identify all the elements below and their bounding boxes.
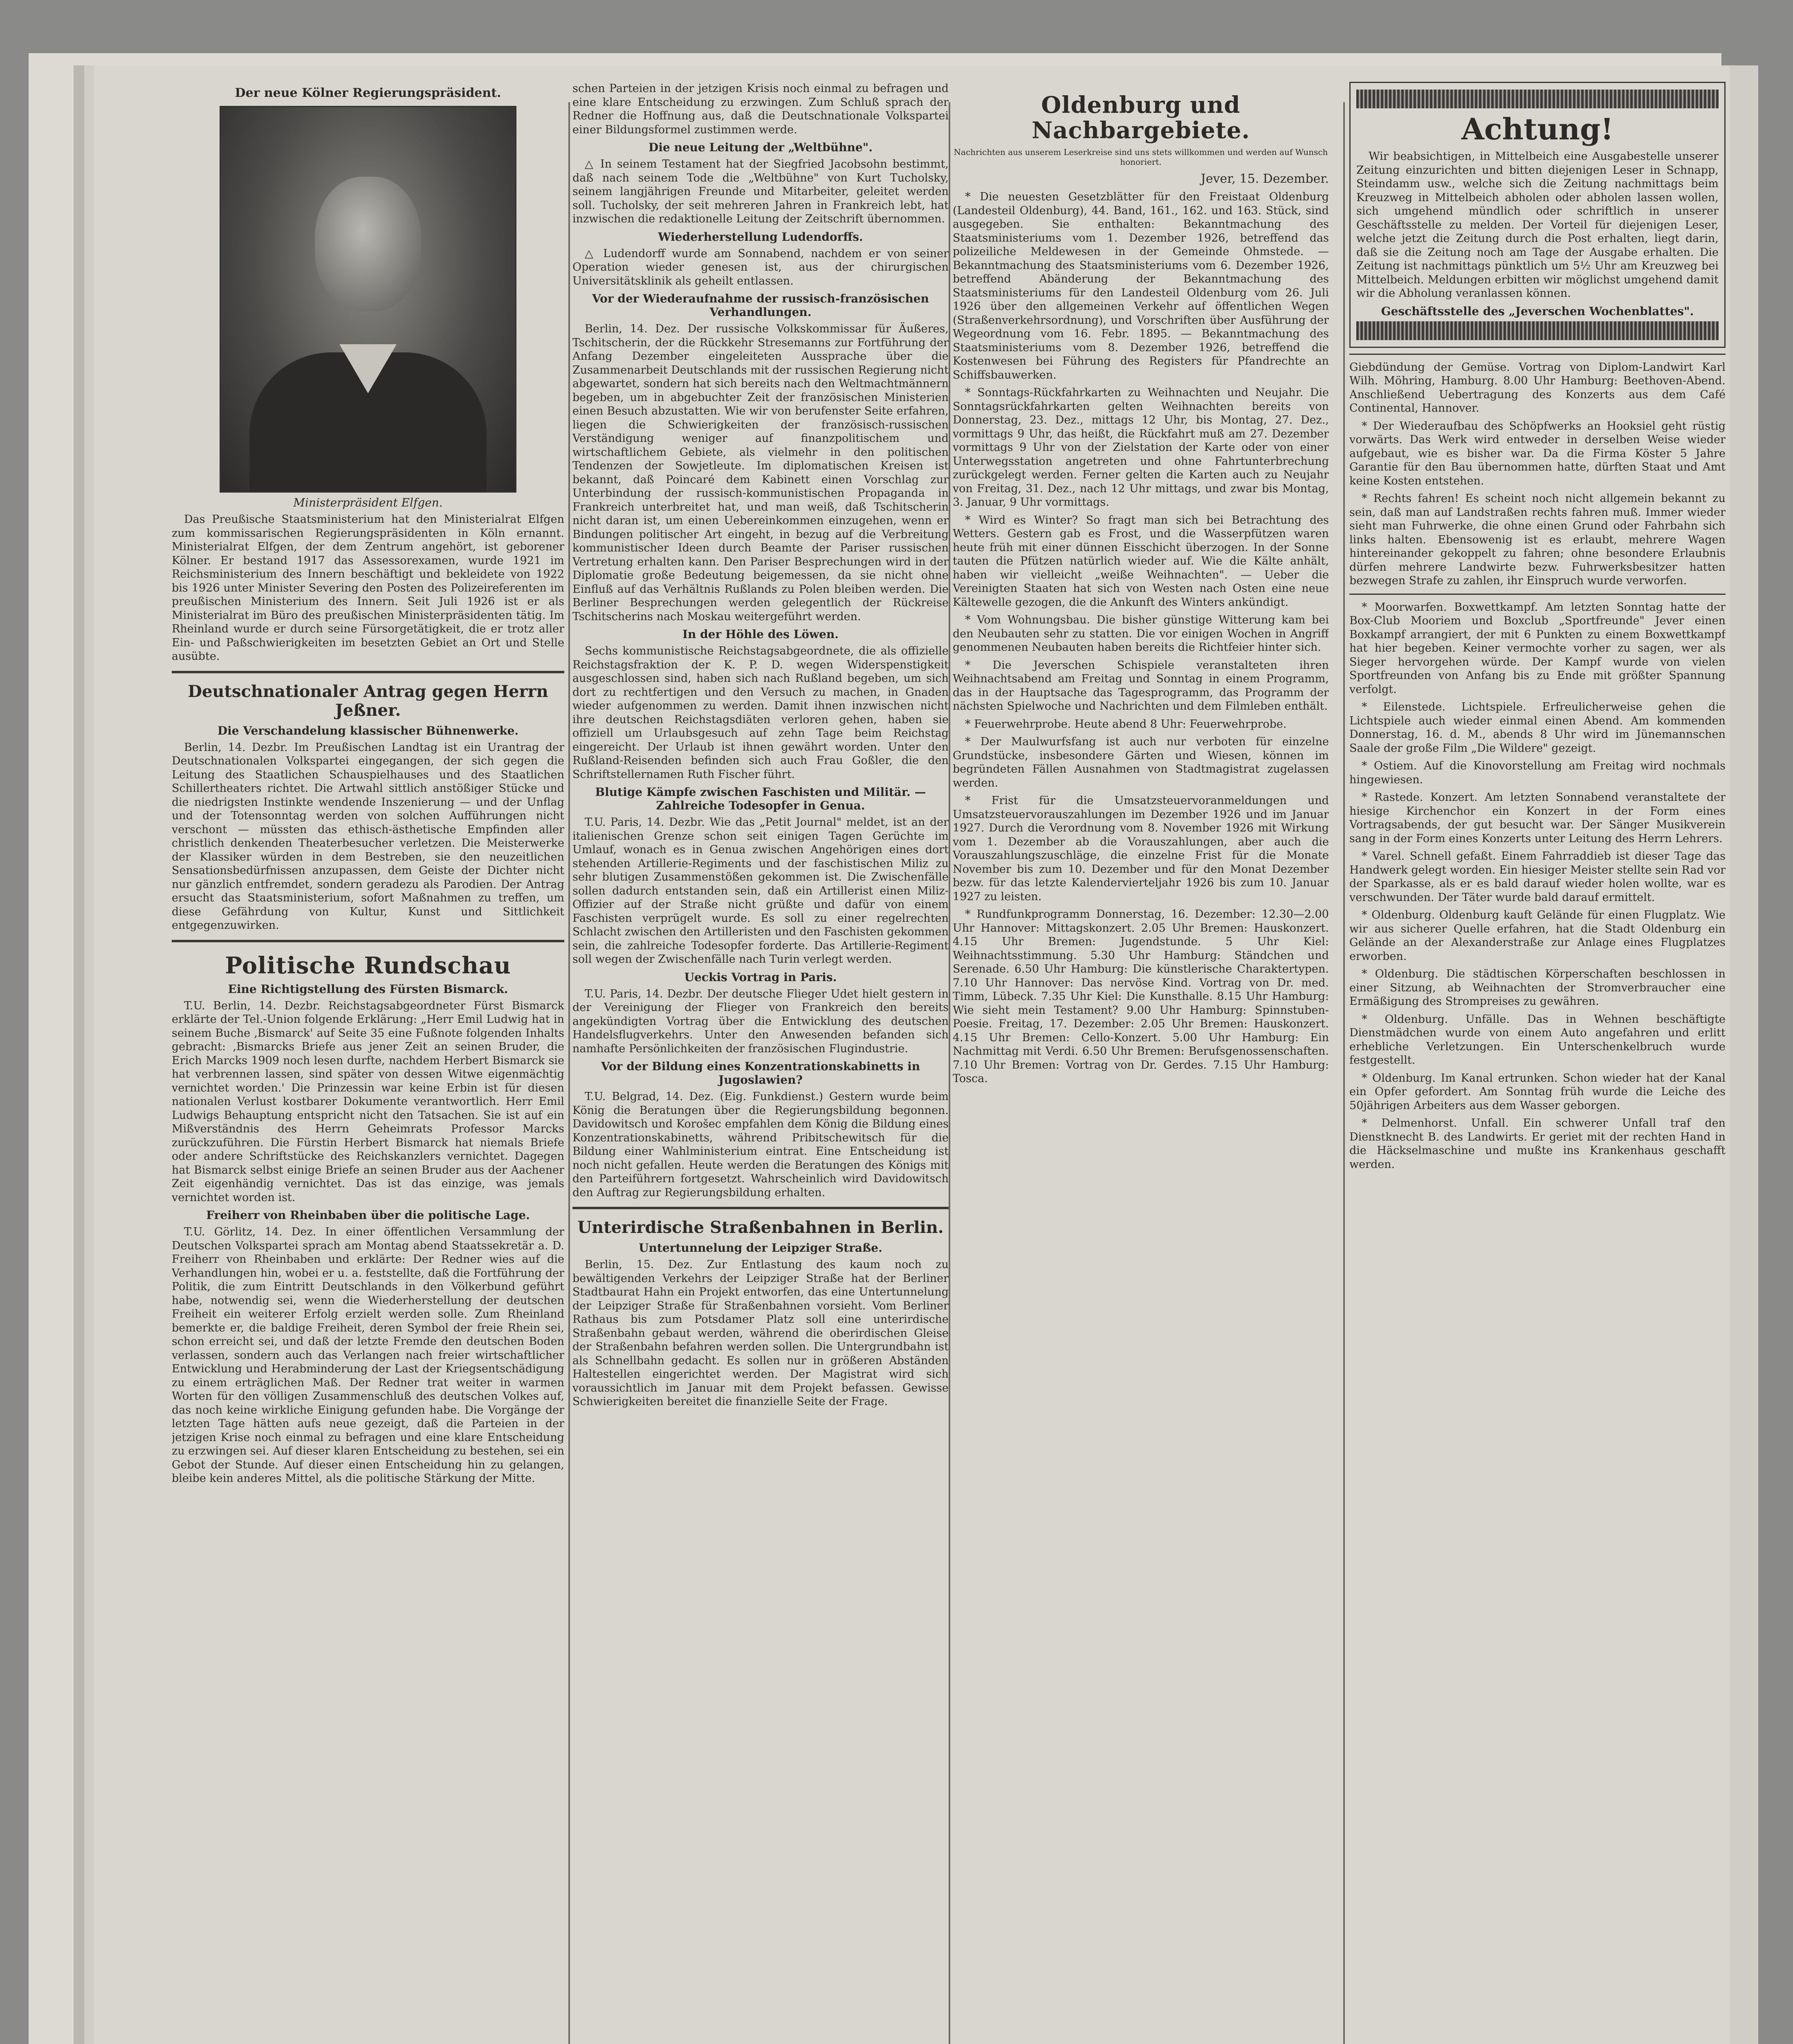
ostiem-article: * Ostiem. Auf die Kinovorstellung am Freitag wird nochmals hingewiesen. [1349,760,1726,786]
weltbuehne-article: △ In seinem Testament hat der Siegfried Jacobsohn bestimmt, daß nach seinem Tode die „Weltbühne" von Kurt Tucholsky, seinem langjährigen Freunde und Mitarbeiter, geleitet werden soll. Tucholsky, der seit mehreren Jahren in Frankreich lebt, hat inzwischen die redaktionelle Leitung der Zeitschrift übernommen. [572,158,949,225]
decorative-bar [1356,321,1719,340]
divider [172,940,564,942]
decorative-bar [1356,90,1719,108]
hooksiel-article: * Der Wiederaufbau des Schöpfwerks an Hooksiel geht rüstig vorwärts. Das Werk wird entweder in derselben Weise wieder aufgebaut, wie es bisher war. Da die Firma Köster 5 Jahre Garantie für den Bau übernommen hatte, dürften Staat und Amt keine Kosten entstehen. [1349,419,1726,487]
bismarck-subheadline: Eine Richtigstellung des Fürsten Bismarck. [228,982,508,996]
vortrag-article: Giebdündung der Gemüse. Vortrag von Diplom-Landwirt Karl Wilh. Möhring, Hamburg. 8.00 Uhr Hamburg: Beethoven-Abend. Anschließend Uebertragung des Konzerts aus dem Café Continental, Hannover. [1349,361,1726,415]
achtung-signature: Geschäftsstelle des „Jeverschen Wochenblattes". [1381,304,1694,318]
ubahn-headline: Unterirdische Straßenbahnen in Berlin. [577,1218,944,1237]
rundfunk-article: * Rundfunkprogramm Donnerstag, 16. Dezember: 12.30—2.00 Uhr Hannover: Mittagskonzert. 2.05 Uhr Bremen: Hauskonzert. 4.15 Uhr Bremen: Jugendstunde. 5 Uhr Kiel: Weihnachtsstimmung. 5.30 Uhr Hamburg: Ständchen und Serenade. 6.50 Uhr Hamburg: Die künstlerische Charaktertypen. 7.10 Uhr Hannover: Das nervöse Kind. Vortrag von Dr. med. Timm, Lübeck. 7.35 Uhr Kiel: Die Kunsthalle. 8.15 Uhr Hamburg: Wie sieht mein Testament? 9.00 Uhr Hamburg: Spinnstuben-Poesie. Freitag, 17. Dezember: 2.05 Uhr Bremen: Hauskonzert. 4.15 Uhr Bremen: Cello-Konzert. 5.00 Uhr Hamburg: Ein Nachmittag mit Verdi. 6.50 Uhr Bremen: Berufsgenossenschaften. 7.10 Uhr Bremen: Vortrag von Dr. Gerdes. 7.15 Uhr Hamburg: Tosca. [953,908,1329,1085]
paris-vortrag-article: T.U. Paris, 14. Dezbr. Der deutsche Flieger Udet hielt gestern in der Vereinigung der Flieger von Frankreich den bereits angekündigten Vortrag über die Entwicklung des deutschen Handelsflugverkehrs. Unter den Anwesenden befanden sich namhafte Persönlichkeiten der französischen Flugindustrie. [572,987,949,1055]
antrag-headline: Deutschnationaler Antrag gegen Herrn Jeßner. [188,681,548,720]
rechts-fahren-article: * Rechts fahren! Es scheint noch nicht allgemein bekannt zu sein, daß man auf Landstraßen rechts fahren muß. Immer wieder sieht man Fuhrwerke, die ohne einen Grund oder Fahrbahn sich links halten. Ebensowenig ist es erlaubt, mehrere Wagen hintereinander gekoppelt zu fahren; ohne besondere Erlaubnis dürfen mehrere Landwirte bezw. Fuhrwerksbesitzer hatten bezwegen Strafe zu zahlen, ihr Einspruch wurde verworfen. [1349,492,1726,587]
antrag-article: Berlin, 14. Dezbr. Im Preußischen Landtag ist ein Urantrag der Deutschnationalen Volkspartei eingegangen, der sich gegen die Leitung des Staatlichen Schauspielhauses und des Staatlichen Schillertheaters richtet. Die Artwahl sittlich anstößiger Stücke und die niedrigsten Instinkte wendende Inszenierung — und der Unflag und der Totensonntag werden von solchen Aufführungen nicht verschont — müssten das ethisch-ästhetische Empfinden aller christlich denkenden Theaterbesucher verletzen. Die Meisterwerke der Klassiker würden in dem Bestreben, sie den neuzeitlichen Sensationsbedürfnissen anzupassen, dem Geiste der Dichter nicht nur gänzlich entfremdet, sondern geradezu als Parodien. Der Antrag ersucht das Staatsministerium, sofort Maßnahmen zu treffen, um diese Gefährdung von Kultur, Kunst und Sittlichkeit entgegenzuwirken. [172,741,564,932]
oldenburg-note: Nachrichten aus unserem Leserkreise sind uns stets willkommen und werden auf Wunsch honoriert. [954,147,1328,167]
kanal-article: * Oldenburg. Im Kanal ertrunken. Schon wieder hat der Kanal ein Opfer gefordert. Am Sonntag früh wurde die Leiche des 50jährigen Arbeiters aus dem Wasser geborgen. [1349,1071,1726,1112]
umsatzsteuer-article: * Frist für die Umsatzsteuervoranmeldungen und Umsatzsteuervorauszahlungen im Dezember 1926 und im Januar 1927. Durch die Verordnung vom 8. November 1926 mit Wirkung vom 1. Dezember ab die Vorauszahlungen, aber auch die Vorauszahlungszuschläge, die einzelne Frist für die Monate November bis zum 10. Dezember und für den Monat Dezember bezw. für das letzte Kalendervierteljahr 1926 bis zum 10. Januar 1927 zu leisten. [953,794,1329,903]
winter-article: * Wird es Winter? So fragt man sich bei Betrachtung des Wetters. Gestern gab es Frost, und die Wasserpfützen waren heute früh mit einer dünnen Eisschicht überzogen. In der Sonne tauten die Pfützen natürlich wieder auf. Wie die Kälte anhält, haben wir vielleicht „weiße Weihnachten". — Ueber die Vereinigten Staaten hat sich von Westen nach Osten eine neue Kältewelle gezogen, die die Ankunft des Winters ankündigt. [953,513,1329,609]
rheinbaben-article: T.U. Görlitz, 14. Dez. In einer öffentlichen Versammlung der Deutschen Volkspartei sprach am Montag abend Staatssekretär a. D. Freiherr von Rheinbaben und erklärte: Der Redner wies auf die Verhandlungen hin, wobei er u. a. feststellte, daß die Fortführung der Politik, die zum Eintritt Deutschlands in den Völkerbund geführt habe, notwendig sei, wenn die Wiederherstellung der deutschen Freiheit ein weiterer Erfolg erzielt werden solle. Zum Rheinland bemerkte er, die baldige Freiheit, deren Symbol der freie Rhein sei, schon erreicht sei, und daß der letzte Fremde den deutschen Boden verlassen, sondern auch das Verlangen nach freier wirtschaftlicher Entwicklung und Herabminderung der Last der Kriegsentschädigung zu einem erträglichen Maß. Der Redner trat weiter in warmen Worten für den völligen Zusammenschluß des deutschen Volkes auf, das noch keine wirkliche Einigung gefunden habe. Die Vorgänge der letzten Tage hätten aufs neue gezeigt, daß die Parteien in der jetzigen Krise noch einmal zu befragen und eine klare Entscheidung zu erzwingen sei. Auf dieser klaren Entscheidung zu bestehen, sei ein Gebot der Stunde. Auf dieser einen Entscheidung hin zu gelangen, bleibe kein anderes Mittel, als die politische Stärkung der Mitte. [172,1226,564,1485]
portrait-caption: Ministerpräsident Elfgen. [293,496,443,509]
achtung-notice [1349,82,1726,348]
antrag-subheadline: Die Verschandelung klassischer Bühnenwerke. [217,724,519,737]
column-rule [568,102,570,2044]
gesetzblaetter-article: * Die neuesten Gesetzblätter für den Freistaat Oldenburg (Landesteil Oldenburg), 44. Band, 161., 162. und 163. Stück, sind ausgegeben. Sie enthalten: Bekanntmachung des Staatsministeriums vom 1. Dezember 1926, betreffend das polizeiliche Meldewesen in der Gemeinde Ohmstede. — Bekanntmachung des Staatsministeriums vom 6. Dezember 1926, betreffend Abänderung der Bekanntmachung des Staatsministeriums für den Landesteil Oldenburg vom 26. Juli 1926 über den allgemeinen Verkehr auf öffentlichen Wegen (Straßenverkehrsordnung), und Vorschriften über Ausführung der Wegeordnung vom 16. Febr. 1895. — Bekanntmachung des Staatsministeriums vom 8. Dezember 1926, betreffend die Kostenwesen bei Führung des Registers für Pfandrechte an Schiffsbauwerken. [953,191,1329,381]
russ-article: Berlin, 14. Dez. Der russische Volkskommissar für Äußeres, Tschitscherin, der die Rückkehr Stresemanns zur Fortführung der Anfang Dezember eingeleiteten Aussprache über die Zusammenarbeit Deutschlands mit der russischen Regierung nicht abgewartet, sondern hat sich bereits nach den Weltmachtmännern begeben, um in abgebuchter Zeit der französischen Ministerien einen Besuch abzustatten. Wie wir von berufenster Seite erfahren, liegen die Schwierigkeiten der französisch-russischen Verständigung weniger auf finanzpolitischem und wirtschaftlichem Gebiete, als vielmehr in den politischen Tendenzen der Sowjetleute. Im diplomatischen Kreisen ist bekannt, daß Poincaré dem Kabinett einen Vorschlag zur Unterbindung der russisch-kommunistischen Propaganda in Frankreich unterbreitet hat, und man weiß, daß Tschitscherin nicht daran ist, um einen Uebereinkommen einzugehen, wenn er Bindungen politischer Art eingeht, in bezug auf die Verbreitung kommunistischer Ideen durch Beamte der Pariser russischen Vertretung erhalten kann. Den Pariser Besprechungen wird in der Diplomatie große Bedeutung beigemessen, da sie nicht ohne Einfluß auf das Verhältnis Rußlands zu Polen bleiben werden. Die Berliner Besprechungen werden gelegentlich der Rückreise Tschitscherins nach Moskau weitergeführt werden. [572,323,949,623]
portrait-article: Das Preußische Staatsministerium hat den Ministerialrat Elfgen zum kommissarischen Regierungspräsidenten in Köln ernannt. Ministerialrat Elfgen, der dem Zentrum angehört, ist geborener Kölner. Er bestand 1917 das Assessorexamen, wurde 1921 im Reichsministerium des Innern beschäftigt und bekleidete von 1922 bis 1926 unter Minister Severing den Posten des Polizeireferenten im preußischen Ministerium des Innern. Seit Juli 1926 ist er als Ministerialrat im Büro des preußischen Ministerpräsidenten tätig. Im Rheinland wurde er durch seine Fürsorgetätigkeit, die er trotz aller Ein- und Paßschwierigkeiten im besetzten Gebiet an Ort und Stelle ausübte. [172,513,564,663]
jugoslawien-article: T.U. Belgrad, 14. Dez. (Eig. Funkdienst.) Gestern wurde beim König die Beratungen über die Regierungsbildung begonnen. Davidowitsch und Korošec empfahlen dem König die Bildung eines Konzentrationskabinetts, während Pribitschewitsch für die Bildung einer Wahlministerium eintrat. Eine Entscheidung ist noch nicht gefallen. Heute werden die Beratungen des Königs mit den Parteiführern fortgesetzt. Wahrscheinlich wird Davidowitsch den Auftrag zur Regierungsbildung erhalten. [572,1090,949,1199]
bismarck-article: T.U. Berlin, 14. Dezbr. Reichstagsabgeordneter Fürst Bismarck erklärte der Tel.-Union folgende Erklärung: „Herr Emil Ludwig hat in seinem Buche ‚Bismarck' auf Seite 35 eine Fußnote folgenden Inhalts gebracht: ‚Bismarcks Briefe aus jener Zeit an seinen Bruder, die Erich Marcks 1909 noch lesen durfte, nachdem Herbert Bismarck sie hat verbrennen lassen, sind später von dessen Witwe eigenmächtig vernichtet worden.' Die Prinzessin war keine Erbin ist für diesen nationalen Verlust kostbarer Dokumente verantwortlich. Herr Emil Ludwigs Behauptung entspricht nicht den Tatsachen. Sie ist auf ein Mißverständnis des Herrn Geheimrats Professor Marcks zurückzuführen. Die Fürstin Herbert Bismarck hat niemals Briefe oder andere Schriftstücke des Reichskanzlers vernichtet. Dagegen hat Bismarck selbst einige Briefe an seinen Bruder aus der Aachener Zeit eigenhändig vernichtet. Das ist das einzige, was jemals vernichtet worden ist. [172,999,564,1204]
loewen-subheadline: In der Höhle des Löwen. [682,628,839,641]
jugoslawien-subheadline: Vor der Bildung eines Konzentrationskabinetts in Jugoslawien? [601,1060,920,1087]
feuerwehr-article: * Feuerwehrprobe. Heute abend 8 Uhr: Feuerwehrprobe. [965,717,1287,731]
column-4 [1349,82,1726,2044]
divider [572,1207,949,1209]
divider [1349,594,1726,595]
rundschau-headline: Politische Rundschau [225,952,511,979]
portrait-face [315,177,421,312]
paris-vortrag-subheadline: Ueckis Vortrag in Paris. [684,970,837,984]
ludendorff-subheadline: Wiederherstellung Ludendorffs. [658,230,863,244]
column-2 [572,82,949,2044]
achtung-headline: Achtung! [1461,112,1613,146]
ludendorff-article: △ Ludendorff wurde am Sonnabend, nachdem er von seiner Operation wieder genesen ist, aus der chirurgischen Universitätsklinik als geheilt entlassen. [572,247,949,287]
divider [172,671,564,673]
column-rule [949,102,950,2044]
lichtspiele-article: * Eilenstede. Lichtspiele. Erfreulicherweise gehen die Lichtspiele auch wieder einmal einen Abend. Am kommenden Donnerstag, 16. d. M., abends 8 Uhr wird im Jünemannschen Saale der große Film „Die Wildere" gezeigt. [1349,701,1726,755]
konzert-article: * Rastede. Konzert. Am letzten Sonnabend veranstaltete der hiesige Kirchenchor ein Konzert in der Form eines Vortragsabends, der gut besucht war. Der Sänger Musikverein sang in der Form eines Konzerts unter Leitung des Herrn Lehrers. [1349,791,1726,845]
wohnungsbau-article: * Vom Wohnungsbau. Die bisher günstige Witterung kam bei den Neubauten sehr zu statten. Die vor einigen Wochen in Angriff genommenen Neubauten haben bereits die Richtfeier hinter sich. [953,614,1329,654]
column-1 [172,82,564,2044]
schispiele-article: * Die Jeverschen Schispiele veranstalteten ihren Weihnachtsabend am Freitag und Sonntag in einem Programm, das in der Hauptsache das Tagesprogramm, das Programm der nächsten Spielwoche und Nachrichten und dem Filmleben enthält. [953,659,1329,713]
unfaelle-article: * Oldenburg. Unfälle. Das in Wehnen beschäftigte Dienstmädchen wurde von einem Auto angefahren und erlitt erhebliche Verletzungen. Ein Unterschenkelbruch wurde festgestellt. [1349,1013,1726,1067]
delmenhorst-article: * Delmenhorst. Unfall. Ein schwerer Unfall traf den Dienstknecht B. des Landwirts. Er geriet mit der rechten Hand in die Häckselmaschine und mußte ins Krankenhaus geschafft werden. [1349,1117,1726,1171]
boxkampf-article: * Moorwarfen. Boxwettkampf. Am letzten Sonntag hatte der Box-Club Mooriem und Boxclub „Sportfreunde" Jever einen Boxkampf arrangiert, der mit 6 Punkten zu einem Boxwettkampf hat hier begeben. Keiner vermochte vorher zu sagen, wer als Sieger hervorgehen würde. Der Kampf wurde von vielen Sportfreunden von Anfang bis zu Ende mit größter Spannung verfolgt. [1349,601,1726,696]
flugplatz-article: * Oldenburg. Oldenburg kauft Gelände für einen Flugplatz. Wie wir aus sicherer Quelle erfahren, hat die Stadt Oldenburg ein Gelände an der Alexanderstraße zur Anlage eines Flugplatzes erworben. [1349,909,1726,963]
weltbuehne-subheadline: Die neue Leitung der „Weltbühne". [649,141,873,154]
column-3 [953,82,1329,2044]
russ-subheadline: Vor der Wiederaufnahme der russisch-französischen Verhandlungen. [592,292,929,319]
ubahn-subheadline: Untertunnelung der Leipziger Straße. [639,1241,882,1255]
maulwurf-article: * Der Maulwurfsfang ist auch nur verboten für einzelne Grundstücke, insbesondere Gärten und Wiesen, können im begründeten Fällen Ausnahmen von Stadtmagistrat zugelassen werden. [953,735,1329,789]
continued-article: schen Parteien in der jetzigen Krisis noch einmal zu befragen und eine klare Entscheidung zu erzwingen. Zum Schluß sprach der Redner die Hoffnung aus, daß die Deutschnationale Volkspartei einer Bildungsformel zustimmen werde. [572,82,949,136]
portrait-heading: Der neue Kölner Regierungspräsident. [235,86,501,100]
rheinbaben-subheadline: Freiherr von Rheinbaben über die politische Lage. [206,1208,530,1222]
portrait-photo [220,106,516,493]
achtung-text: Wir beabsichtigen, in Mittelbeich eine Ausgabestelle unserer Zeitung einzurichten und bitten diejenigen Leser in Schnapp, Steindamm usw., welche sich die Zeitung nachmittags beim Kreuzweg in Mittelbeich abholen oder abholen lassen wollen, sich umgehend mündlich oder schriftlich in unserer Geschäftsstelle zu melden. Der Vorteil für diejenigen Leser, welche jetzt die Zeitung durch die Post erhalten, liegt darin, daß sie die Zeitung noch am Tage der Ausgabe erhalten. Die Zeitung ist nachmittags pünktlich um 5½ Uhr am Kreuzweg bei Mittelbeich. Meldungen erbitten wir möglichst umgehend damit wir die Abholung veranlassen können. [1356,150,1719,300]
oldenburg-headline: Oldenburg und Nachbargebiete. [1031,92,1250,144]
varel-article: * Varel. Schnell gefaßt. Einem Fahrraddieb ist dieser Tage das Handwerk gelegt worden. Ein hiesiger Meister stellte sein Rad vor der Sparkasse, als er es bald darauf wieder holen wollte, war es verschwunden. Der Täter wurde bald darauf ermittelt. [1349,850,1726,904]
column-rule [1343,102,1345,2044]
genua-subheadline: Blutige Kämpfe zwischen Faschisten und Militär. — Zahlreiche Todesopfer in Genua. [595,785,926,812]
rueckfahrkarten-article: * Sonntags-Rückfahrkarten zu Weihnachten und Neujahr. Die Sonntagsrückfahrkarten gelten Weihnachten bereits von Donnerstag, 23. Dez., mittags 12 Uhr, bis Montag, 27. Dez., vormittags 9 Uhr, das heißt, die Rückfahrt muß am 27. Dezember vormittags 9 Uhr von der Zielstation der Karte oder von einer Unterwegsstation angetreten und ohne Fahrtunterbrechung zurückgelegt werden. Ferner gelten die Karten auch zu Neujahr von Freitag, 31. Dez., nach 12 Uhr mittags, und zwar bis Montag, 3. Januar, 9 Uhr vormittags. [953,386,1329,509]
loewen-article: Sechs kommunistische Reichstagsabgeordnete, die als offizielle Reichstagsfraktion der K. P. D. wegen Widerspenstigkeit ausgeschlossen sind, haben sich nach Rußland begeben, um sich dort zu rechtfertigen und den Versuch zu machen, in Gnaden wieder aufgenommen zu werden. Damit ihnen inzwischen nicht ihre deutschen Reichstagsdiäten verloren gehen, haben sie offiziell um Urlaubsgesuch auf zehn Tage beim Reichstag eingereicht. Der Urlaub ist ihnen gewährt worden. Unter den Rußland-Reisenden befinden sich auch Frau Goßler, die den Schriftstellernamen Ruth Fischer führt. [572,645,949,781]
divider [1349,354,1726,355]
dateline: Jever, 15. Dezember. [1201,172,1329,186]
ubahn-article: Berlin, 15. Dez. Zur Entlastung des kaum noch zu bewältigenden Verkehrs der Leipziger Straße hat der Berliner Stadtbaurat Hahn ein Projekt entworfen, das eine Untertunnelung der Leipziger Straße für Straßenbahnen vorsieht. Vom Berliner Rathaus bis zum Potsdamer Platz soll eine unterirdische Straßenbahn gebaut werden, während die oberirdischen Gleise der Straßenbahn befahren werden sollen. Die Untergrundbahn ist als Schnellbahn gedacht. Es sollen nur in größeren Abständen Haltestellen eingerichtet werden. Der Magistrat wird sich voraussichtlich im Januar mit dem Projekt befassen. Gewisse Schwierigkeiten bereitet die finanzielle Seite der Frage. [572,1258,949,1408]
genua-article: T.U. Paris, 14. Dezbr. Wie das „Petit Journal" meldet, ist an der italienischen Grenze schon seit einigen Tagen Gerüchte im Umlauf, wonach es in Genua zwischen Angehörigen eines dort stehenden Artillerie-Regiments und der faschistischen Miliz zu sehr blutigen Zusammenstößen gekommen ist. Die Zwischenfälle sollen dadurch entstanden sein, daß ein Artillerist einen Miliz-Offizier auf der Straße nicht grüßte und dafür von einem Faschisten verprügelt wurde. Es soll zu einer regelrechten Schlacht zwischen den Artilleristen und den Faschisten gekommen sein, die zahlreiche Todesopfer forderte. Das Artillerie-Regiment soll wegen der Zwischenfälle nach Turin verlegt werden. [572,816,949,966]
koerperschaften-article: * Oldenburg. Die städtischen Körperschaften beschlossen in einer Sitzung, ab Weihnachten der Stromverbraucher eine Ermäßigung des Strompreises zu gewähren. [1349,968,1726,1008]
